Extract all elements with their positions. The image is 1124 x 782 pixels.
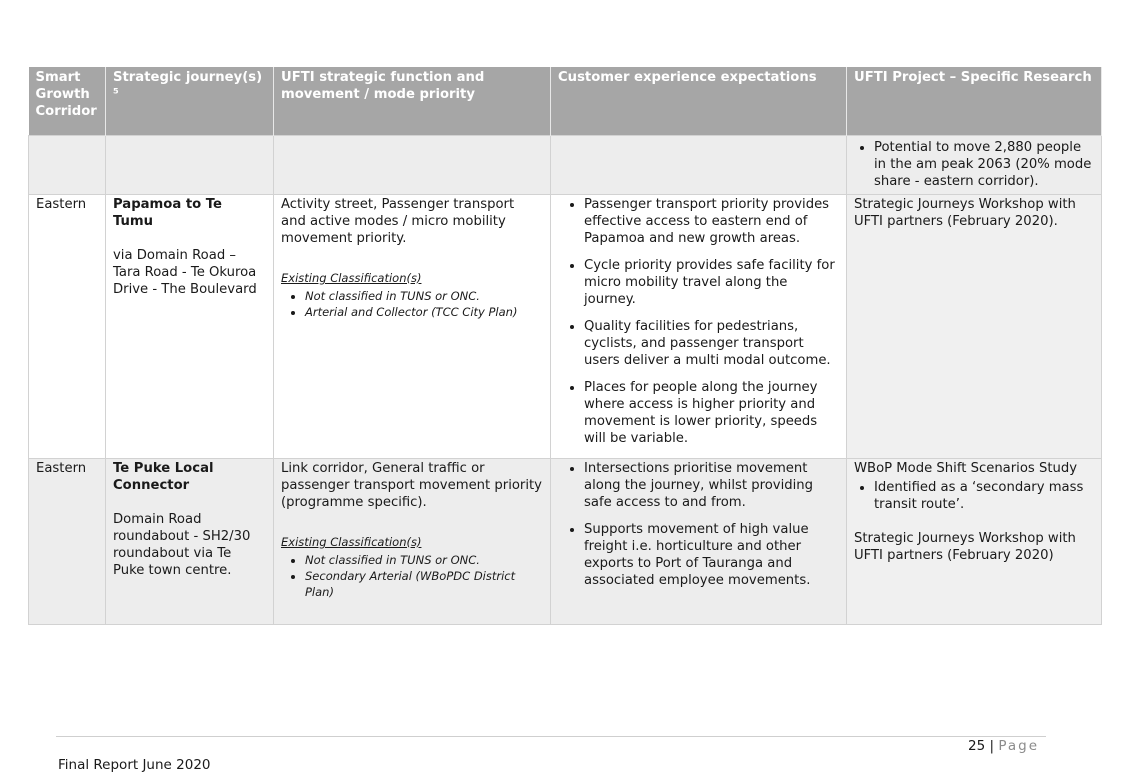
header-customer-experience: Customer experience expectations xyxy=(551,67,847,136)
cell-empty xyxy=(29,136,106,195)
cell-journey xyxy=(106,195,274,459)
classification-heading: Existing Classification(s) xyxy=(281,535,422,549)
classification-list xyxy=(281,288,543,320)
list-item: • Quality facilities for pedestrians, cyclists, and passenger transport users deliver a multi modal outcome. xyxy=(584,318,839,369)
table-row-continued xyxy=(29,136,1102,195)
page-number xyxy=(968,738,1039,754)
classification-heading: Existing Classification(s) xyxy=(281,271,422,285)
list-item: • Secondary Arterial (WBoPDC District Plan) xyxy=(305,568,543,600)
list-item: • Passenger transport priority provides effective access to eastern end of Papamoa and new growth areas. xyxy=(584,196,839,247)
list-item: • Cycle priority provides safe facility for micro mobility travel along the journey. xyxy=(584,257,839,308)
header-smart-growth-corridor: Smart Growth Corridor xyxy=(29,67,106,136)
research-bullet-list xyxy=(854,479,1094,513)
journey-title: Papamoa to Te Tumu xyxy=(113,197,222,229)
cell-research xyxy=(847,459,1102,625)
header-strategic-function: UFTI strategic function and movement / mode priority xyxy=(274,67,551,136)
cell-expectations xyxy=(551,195,847,459)
list-item: • Arterial and Collector (TCC City Plan) xyxy=(305,304,543,320)
classification-list xyxy=(281,552,543,600)
list-item: • Not classified in TUNS or ONC. xyxy=(305,552,543,568)
table-header-row xyxy=(29,67,1102,136)
header-project-research: UFTI Project – Specific Research xyxy=(847,67,1102,136)
list-item: • Intersections prioritise movement along the journey, whilst providing safe access to and from. xyxy=(584,460,839,511)
cell-corridor: Eastern xyxy=(29,195,106,459)
cell-function xyxy=(274,459,551,625)
function-text: Activity street, Passenger transport and active modes / micro mobility movement priority. xyxy=(281,197,515,246)
page-number-separator: | xyxy=(989,738,995,754)
corridor-table xyxy=(28,67,1102,625)
expectation-list xyxy=(558,196,839,447)
research-text: WBoP Mode Shift Scenarios Study xyxy=(854,461,1078,476)
function-text: Link corridor, General traffic or passenger transport movement priority (programme specific). xyxy=(281,461,542,510)
page-word: Page xyxy=(998,738,1040,754)
research-text: Strategic Journeys Workshop with UFTI partners (February 2020) xyxy=(854,531,1076,563)
cell-corridor: Eastern xyxy=(29,459,106,625)
list-item: • Potential to move 2,880 people in the am peak 2063 (20% mode share - eastern corridor). xyxy=(874,139,1094,190)
header-strategic-journey: Strategic journey(s) ⁵ xyxy=(106,67,274,136)
list-item: • Supports movement of high value freight i.e. horticulture and other exports to Port of Tauranga and associated employee movements. xyxy=(584,521,839,589)
journey-detail: Domain Road roundabout - SH2/30 roundabout via Te Puke town centre. xyxy=(113,512,251,578)
cell-research xyxy=(847,136,1102,195)
footer-divider xyxy=(56,736,1046,737)
list-item: • Not classified in TUNS or ONC. xyxy=(305,288,543,304)
cell-empty xyxy=(551,136,847,195)
cell-empty xyxy=(106,136,274,195)
footer-report-label: Final Report June 2020 xyxy=(58,757,211,773)
cell-journey xyxy=(106,459,274,625)
expectation-list xyxy=(558,460,839,589)
cell-expectations xyxy=(551,459,847,625)
research-text: Strategic Journeys Workshop with UFTI partners (February 2020). xyxy=(854,197,1076,229)
cell-function xyxy=(274,195,551,459)
journey-title: Te Puke Local Connector xyxy=(113,461,214,493)
cell-research xyxy=(847,195,1102,459)
table-row xyxy=(29,195,1102,459)
research-bullet-list xyxy=(854,139,1094,190)
page-number-value: 25 xyxy=(968,738,986,754)
list-item: • Places for people along the journey where access is higher priority and movement is lower priority, speeds will be variable. xyxy=(584,379,839,447)
cell-empty xyxy=(274,136,551,195)
journey-detail: via Domain Road – Tara Road - Te Okuroa Drive - The Boulevard xyxy=(113,248,257,297)
table-row xyxy=(29,459,1102,625)
list-item: • Identified as a ‘secondary mass transit route’. xyxy=(874,479,1094,513)
